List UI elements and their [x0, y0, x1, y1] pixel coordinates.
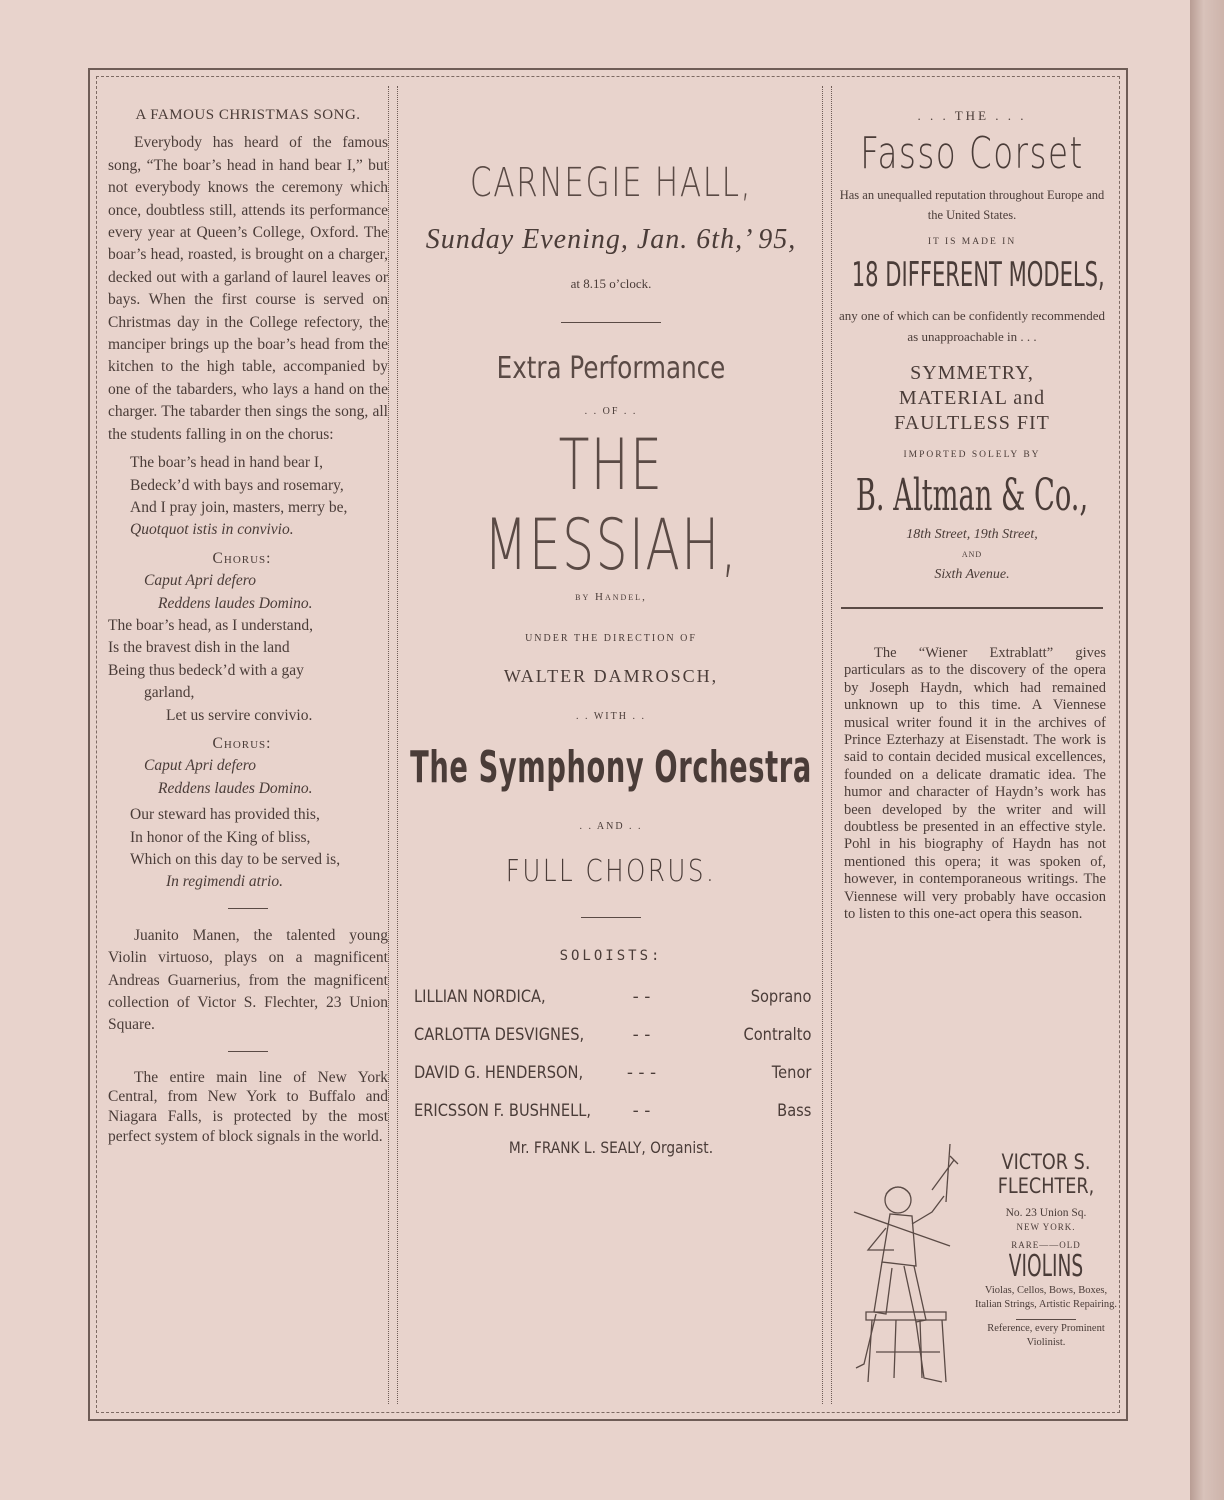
verse-line: In regimendi atrio. — [166, 873, 283, 891]
verse-line: And I pray join, masters, merry be, — [130, 498, 348, 516]
concert-time: at 8.15 o’clock. — [570, 276, 652, 291]
models-headline: 18 DIFFERENT MODELS, — [851, 255, 1105, 295]
corset-reputation: Has an unequalled reputation throughout Europe and the United States. — [839, 188, 1105, 222]
importer-name: B. Altman & Co., — [855, 470, 1089, 521]
imported-label: IMPORTED SOLELY BY — [903, 450, 1041, 460]
verse-line: Is the bravest dish in the land — [108, 639, 290, 657]
importer-address — [838, 525, 1106, 585]
orchestra-name: The Symphony Orchestra — [410, 742, 812, 793]
soloist-name: CARLOTTA DESVIGNES, — [414, 1025, 585, 1045]
soloist-row — [414, 1016, 820, 1054]
flechter-copy — [972, 1150, 1120, 1349]
soloist-role: Soprano — [750, 987, 812, 1007]
chorus-label: Chorus: — [212, 549, 272, 567]
models-copy: any one of which can be confidently recommended as unapproachable in . . . — [838, 308, 1106, 344]
center-rule — [581, 917, 641, 918]
venue-title: CARNEGIE HALL, — [469, 160, 753, 206]
center-rule — [561, 322, 661, 323]
made-in-label: IT IS MADE IN — [927, 237, 1017, 247]
address-avenue: Sixth Avenue. — [934, 567, 1010, 582]
verse-line: Our steward has provided this, — [130, 806, 320, 824]
violinist-illustration — [846, 1142, 966, 1404]
soloist-role: Bass — [777, 1101, 812, 1121]
verse-line: Which on this day to be served is, — [130, 851, 341, 868]
verse-line: Bedeck’d with bays and rosemary, — [130, 476, 344, 494]
work-title: THE MESSIAH, — [483, 424, 739, 586]
dealer-reference: Reference, every Prominent Violinist. — [987, 1323, 1105, 1348]
of-connector: . . OF . . — [584, 406, 638, 417]
section-rule — [228, 1051, 268, 1052]
chorus-line: Reddens laudes Domino. — [158, 594, 313, 612]
concert-date: Sunday Evening, Jan. 6th,’ 95, — [425, 224, 797, 255]
dealer-city: NEW YORK. — [1016, 1222, 1076, 1232]
soloist-row — [414, 1092, 820, 1130]
full-chorus: FULL CHORUS. — [505, 854, 717, 889]
ad-the: . . . THE . . . — [917, 108, 1027, 123]
verse-line: Being thus bedeck’d with a gay — [108, 661, 304, 679]
chorus-line: Reddens laudes Domino. — [158, 779, 313, 797]
soloists-label: SOLOISTS: — [559, 948, 663, 964]
conductor-name: WALTER DAMROSCH, — [503, 666, 719, 686]
organist: Mr. FRANK L. SEALY, Organist. — [508, 1138, 714, 1157]
center-column — [402, 160, 820, 1157]
soloist-name: DAVID G. HENDERSON, — [414, 1063, 584, 1083]
composer: by Handel, — [575, 591, 647, 603]
dealer-items: Violas, Cellos, Bows, Boxes, Italian Strings, Artistic Repairing. — [974, 1285, 1118, 1310]
soloist-name: LILLIAN NORDICA, — [414, 987, 546, 1007]
chorus-line: Caput Apri defero — [144, 572, 256, 590]
page-edge — [1190, 0, 1224, 1500]
ad-divider — [841, 607, 1103, 609]
dealer-name-line2: FLECHTER, — [997, 1174, 1095, 1198]
corset-qualities — [838, 361, 1106, 436]
soloist-name: ERICSSON F. BUSHNELL, — [414, 1101, 592, 1121]
soloist-dashes: - - — [632, 1101, 651, 1121]
soloists-list — [402, 978, 820, 1130]
dealer-address: No. 23 Union Sq. — [1005, 1207, 1087, 1219]
verse-line: The boar’s head in hand bear I, — [130, 454, 323, 472]
quality-line: MATERIAL and — [898, 387, 1046, 409]
left-column — [108, 104, 388, 1146]
quality-line: FAULTLESS FIT — [894, 412, 1050, 434]
christmas-song-heading: A FAMOUS CHRISTMAS SONG. — [135, 107, 361, 123]
soloist-row — [414, 1054, 820, 1092]
quality-line: SYMMETRY, — [910, 362, 1034, 384]
haydn-opera-notice: The “Wiener Extrablatt” gives particulars as to the discovery of the opera by Joseph Haydn, which had remained unknown up to this time. A Viennese musical writer found it in the archives of Prince Ezterhazy at Eisenstadt. The work is said to contain decided musical excellences, founded on a delicate dramatic idea. The humor and character of Haydn’s work has been developed by the writer and will doubtless be presented in an effective style. Pohl in his biography of Haydn has not mentioned this opera; it was spoken of, however, in contemporaneous writings. The Viennese will very probably have occasion to listen to this one-act opera this season. — [844, 645, 1106, 923]
soloist-dashes: - - — [632, 987, 651, 1007]
with-connector: . . WITH . . — [576, 711, 646, 722]
railroad-notice: The entire main line of New York Central, from New York to Buffalo and Niagara Falls, is protected by the most perfect system of block signals in the world. — [108, 1068, 388, 1145]
verse-line: Let us servire convivio. — [166, 706, 313, 724]
address-and: AND — [961, 550, 983, 559]
verse-line: In honor of the King of bliss, — [130, 828, 311, 846]
verse-line: Quotquot istis in convivio. — [130, 521, 294, 539]
chorus-label: Chorus: — [212, 734, 272, 752]
soloist-role: Tenor — [771, 1063, 812, 1083]
corset-brand: Fasso Corset — [860, 128, 1084, 179]
soloist-row — [414, 978, 820, 1016]
verse-line: The boar’s head, as I understand, — [108, 616, 314, 634]
soloist-dashes: - - — [632, 1025, 651, 1045]
and-connector: . . AND . . — [579, 821, 643, 832]
rare-old-label: RARE——OLD — [1011, 1240, 1081, 1250]
soloist-dashes: - - - — [626, 1063, 657, 1083]
manen-notice: Juanito Manen, the talented young Violin virtuoso, plays on a magnificent Andreas Guarnerius, from the magnificent collection of Victor S. Flechter, 23 Union Square. — [108, 926, 388, 1034]
dealer-name-line1: VICTOR S. — [1001, 1150, 1091, 1174]
song-verse — [108, 452, 388, 894]
violins-headline: VIOLINS — [1008, 1249, 1084, 1284]
direction-label: UNDER THE DIRECTION OF — [525, 633, 697, 644]
chorus-line: Caput Apri defero — [144, 757, 256, 775]
christmas-song-paragraph: Everybody has heard of the famous song, “The boar’s head in hand bear I,” but not everybody knows the ceremony which once, doubtless still, attends its performance every year at Queen’s College, Oxford. The boar’s head, roasted, is brought on a charger, decked out with a garland of laurel leaves or bays. When the first course is served on Christmas day in the College refectory, the manciper brings up the boar’s head from the kitchen to the high table, accompanied by one of the tabarders, who lays a hand on the charger. The tabarder then sings the song, all the students falling in on the chorus: — [108, 134, 388, 443]
verse-line: garland, — [144, 684, 195, 702]
extra-performance: Extra Performance — [496, 351, 726, 386]
section-rule — [228, 908, 268, 909]
flechter-ad — [846, 1140, 1116, 1410]
address-streets: 18th Street, 19th Street, — [906, 527, 1038, 542]
soloist-role: Contralto — [743, 1025, 812, 1045]
right-column — [838, 108, 1106, 924]
